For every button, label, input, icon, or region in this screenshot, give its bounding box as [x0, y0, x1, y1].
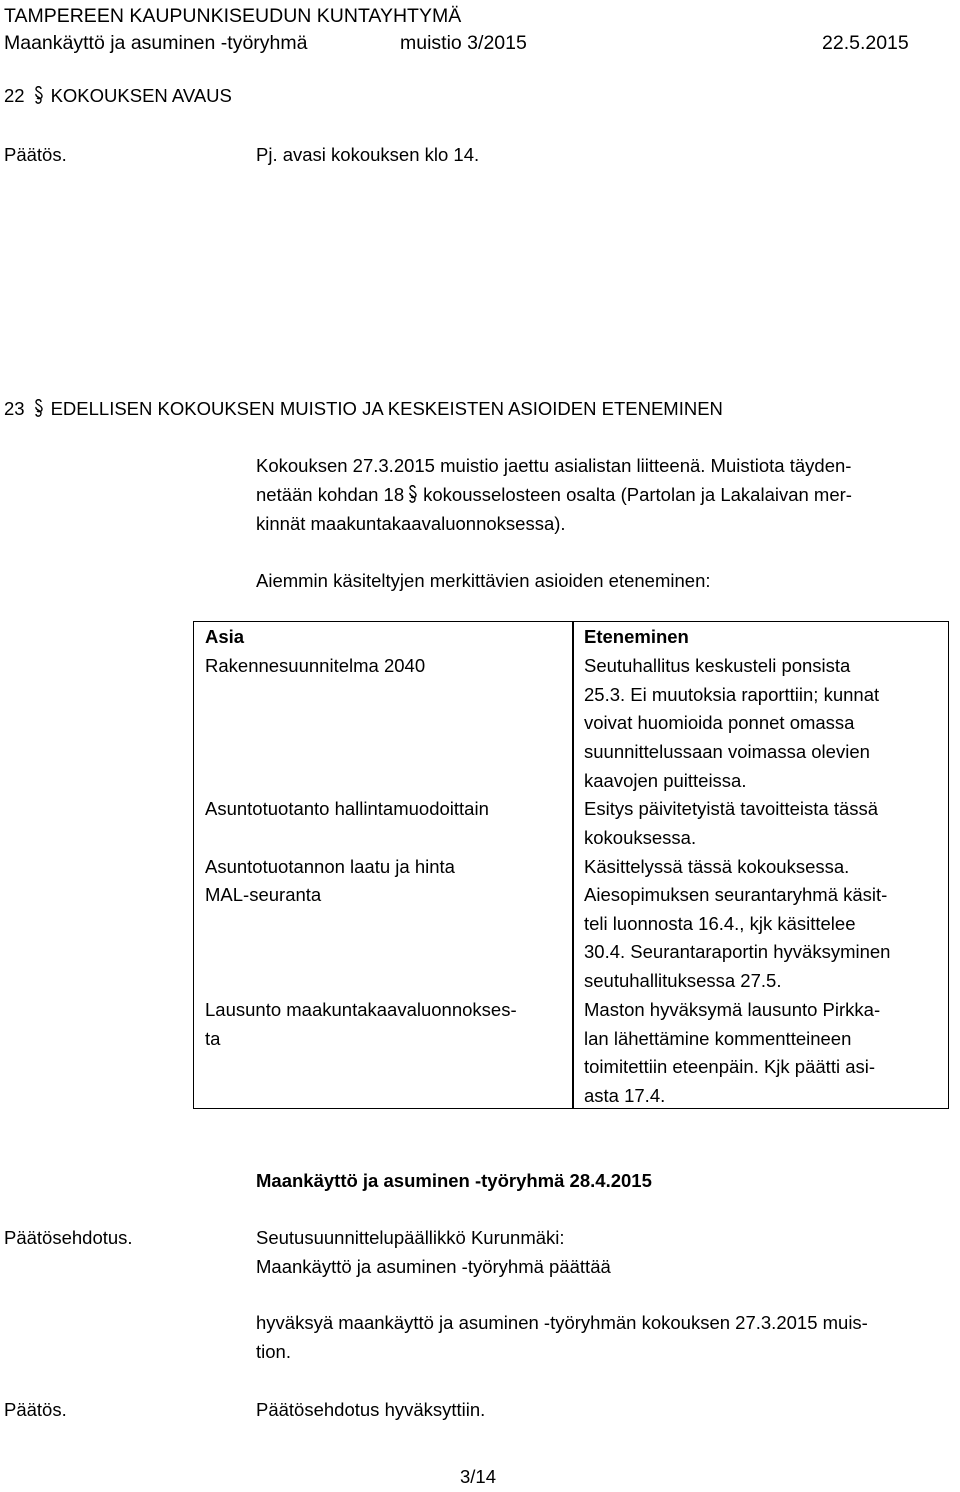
table-header-eteneminen: Eteneminen: [584, 626, 689, 647]
intro-line-3: kinnät maakuntakaavaluonnoksessa).: [256, 513, 566, 534]
proposal-body-2: tion.: [256, 1341, 291, 1362]
table-row-4-eteneminen: [584, 881, 934, 996]
table-row-3-eteneminen: [584, 853, 934, 882]
section-sign-icon: [32, 398, 45, 418]
proposal-line-1: Seutusuunnittelupäällikkö Kurunmäki:: [256, 1227, 565, 1248]
cell-line: Seutuhallitus keskusteli ponsista: [584, 655, 851, 676]
section-22-number: 22: [4, 85, 25, 106]
group-name: Maankäyttö ja asuminen -työryhmä: [4, 32, 308, 54]
intro-line-2b: kokousselosteen osalta (Partolan ja Lakalaivan mer-: [423, 484, 852, 505]
cell-line: asta 17.4.: [584, 1085, 666, 1107]
cell-line: Esitys päivitetyistä tavoitteista tässä: [584, 798, 879, 819]
cell-line: seutuhallituksessa 27.5.: [584, 970, 782, 992]
table-caption: Aiemmin käsiteltyjen merkittävien asioiden eteneminen:: [256, 570, 711, 591]
proposal-body-1: hyväksyä maankäyttö ja asuminen -työryhmän kokouksen 27.3.2015 muis-: [256, 1312, 868, 1333]
cell-line: kokouksessa.: [584, 826, 697, 848]
cell-line: lan lähettämine kommentteineen: [584, 1027, 852, 1049]
document-date: 22.5.2015: [822, 32, 909, 54]
table-row-1-asia: [205, 652, 565, 681]
table-column-divider: [572, 621, 574, 1109]
page-number: 3/14: [460, 1466, 497, 1487]
cell-line: Maston hyväksymä lausunto Pirkka-: [584, 999, 881, 1020]
cell-line: suunnittelussaan voimassa olevien: [584, 741, 870, 763]
section-sign-icon: [32, 85, 45, 105]
section-23-decision-text: Päätösehdotus hyväksyttiin.: [256, 1399, 486, 1420]
cell-line: Käsittelyssä tässä kokouksessa.: [584, 856, 850, 877]
section-23-heading: [4, 395, 723, 424]
cell-line: voivat huomioida ponnet omassa: [584, 712, 855, 734]
intro-line-2a: netään kohdan 18: [256, 484, 405, 505]
section-22-heading: [4, 82, 232, 111]
section-22-title: KOKOUKSEN AVAUS: [50, 85, 232, 106]
cell-line: Aiesopimuksen seurantaryhmä käsit-: [584, 884, 888, 905]
cell-line: toimitettiin eteenpäin. Kjk päätti asi-: [584, 1056, 876, 1078]
table-row-3-asia: [205, 853, 565, 882]
table-row-2-asia: [205, 795, 565, 824]
proposal-label: Päätösehdotus.: [4, 1227, 133, 1248]
intro-line-2: [256, 481, 852, 510]
cell-line: MAL-seuranta: [205, 884, 322, 905]
cell-line: Asuntotuotanto hallintamuodoittain: [205, 798, 489, 819]
section-23-number: 23: [4, 398, 25, 419]
table-row-4-asia: [205, 881, 565, 910]
cell-line: 25.3. Ei muutoksia raporttiin; kunnat: [584, 683, 880, 705]
section-22-decision-label: Päätös.: [4, 144, 67, 165]
document-id: muistio 3/2015: [400, 32, 527, 54]
section-23-decision-label: Päätös.: [4, 1399, 67, 1420]
section-23-title: EDELLISEN KOKOUKSEN MUISTIO JA KESKEISTEN ASIOIDEN ETENEMINEN: [50, 398, 723, 419]
cell-line: ta: [205, 1027, 221, 1049]
table-row-1-eteneminen: [584, 652, 934, 796]
cell-line: 30.4. Seurantaraportin hyväksyminen: [584, 941, 891, 963]
table-header-asia: Asia: [205, 626, 245, 647]
org-name: TAMPEREEN KAUPUNKISEUDUN KUNTAYHTYMÄ: [4, 5, 462, 27]
cell-line: kaavojen puitteissa.: [584, 769, 747, 791]
intro-line-1: Kokouksen 27.3.2015 muistio jaettu asialistan liitteenä. Muistiota täyden-: [256, 455, 852, 476]
table-row-5-eteneminen: [584, 996, 934, 1111]
cell-line: Lausunto maakuntakaavaluonnokses-: [205, 999, 517, 1020]
cell-line: teli luonnosta 16.4., kjk käsittelee: [584, 912, 856, 934]
cell-line: Rakennesuunnitelma 2040: [205, 655, 426, 676]
section-sign-icon: [406, 484, 419, 504]
proposal-line-2: Maankäyttö ja asuminen -työryhmä päättää: [256, 1256, 611, 1277]
cell-line: Asuntotuotannon laatu ja hinta: [205, 856, 455, 877]
section-22-decision-text: Pj. avasi kokouksen klo 14.: [256, 144, 480, 165]
table-row-5-asia: [205, 996, 565, 1053]
table-row-2-eteneminen: [584, 795, 934, 852]
meeting-heading: Maankäyttö ja asuminen -työryhmä 28.4.2015: [256, 1170, 652, 1191]
